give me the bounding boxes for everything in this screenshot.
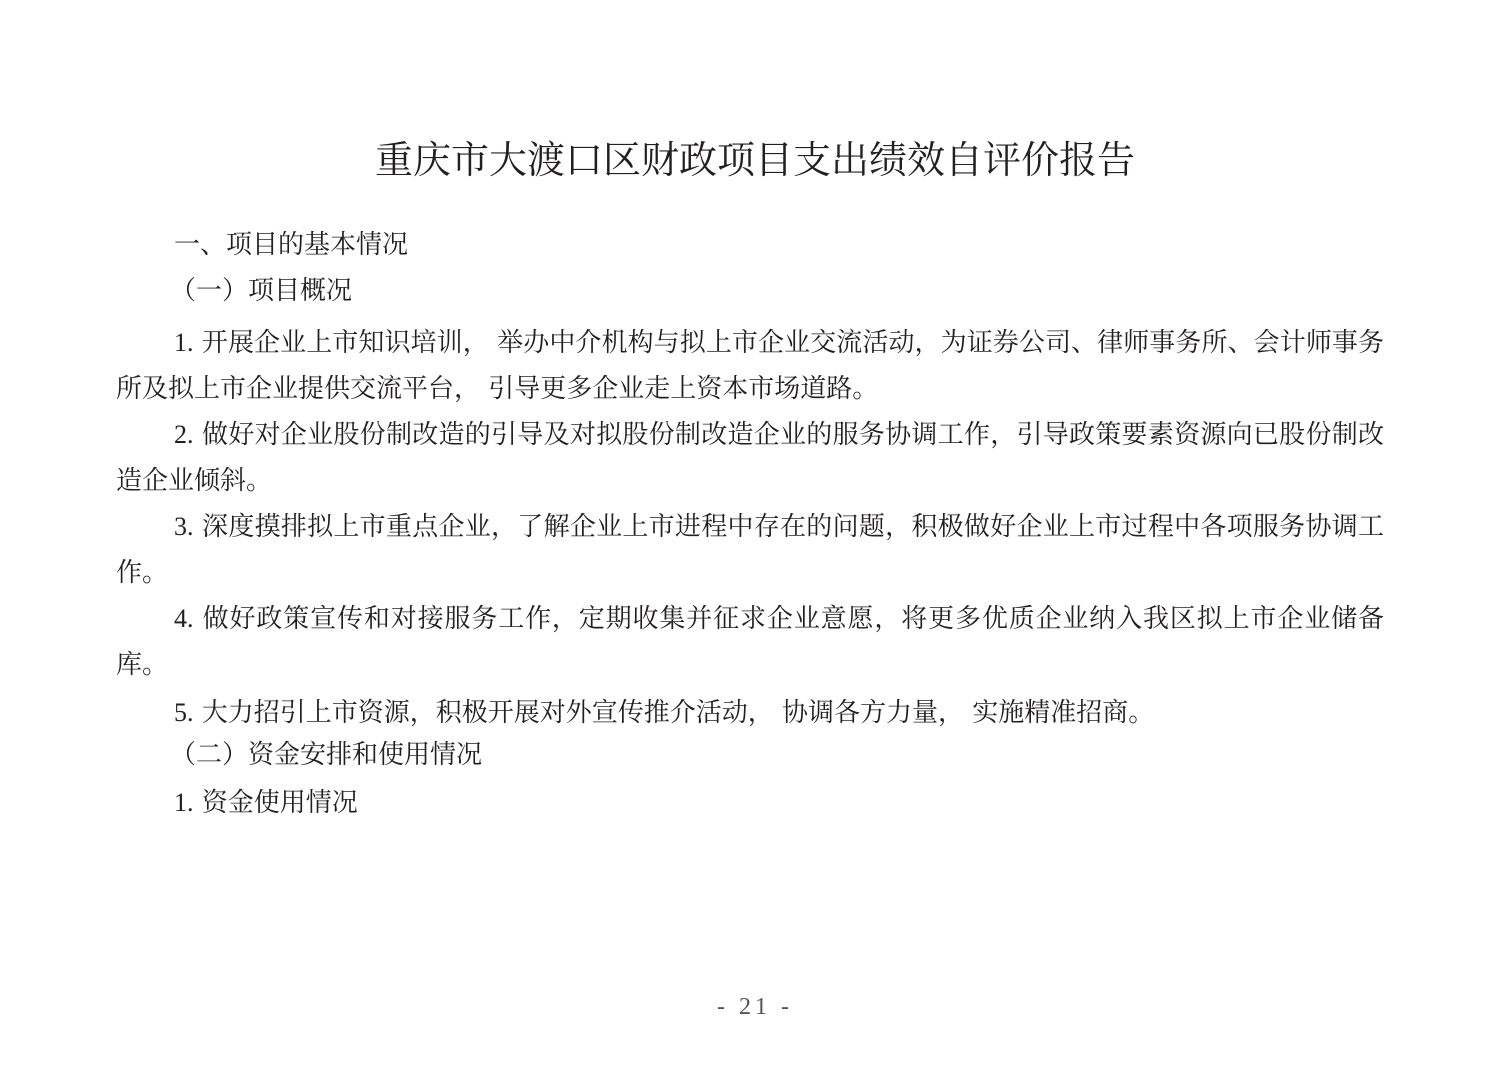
list-item [116, 412, 1384, 504]
item-text: 做好对企业股份制改造的引导及对拟股份制改造企业的服务协调工作，引导政策要素资源向已股份制改造企业倾斜。 [116, 420, 1384, 496]
item-text: 资金使用情况 [201, 788, 358, 818]
item-number: 2. [174, 420, 194, 449]
item-text: 做好政策宣传和对接服务工作，定期收集并征求企业意愿，将更多优质企业纳入我区拟上市企业储备库。 [116, 604, 1384, 680]
item-text: 大力招引上市资源，积极开展对外宣传推介活动， 协调各方力量， 实施精准招商。 [201, 698, 1155, 728]
document-title: 重庆市大渡口区财政项目支出绩效自评价报告 [374, 138, 1135, 182]
item-text: 开展企业上市知识培训， 举办中介机构与拟上市企业交流活动，为证券公司、律师事务所、会计师事务所及拟上市企业提供交流平台， 引导更多企业走上资本市场道路。 [116, 328, 1384, 404]
list-item [116, 504, 1384, 596]
item-number: 5. [174, 698, 194, 727]
item-number: 3. [174, 512, 194, 541]
item-number: 1. [174, 328, 194, 357]
list-item [116, 320, 1384, 412]
subsection-heading-project-overview: （一）项目概况 [170, 276, 353, 306]
subsection-heading-fund-arrangement: （二）资金安排和使用情况 [170, 740, 483, 770]
fund-usage-item [174, 786, 358, 820]
list-item [116, 690, 1384, 736]
page-number: - 21 - [717, 994, 793, 1020]
item-text: 深度摸排拟上市重点企业，了解企业上市进程中存在的问题，积极做好企业上市过程中各项服务协调工作。 [116, 512, 1384, 588]
section-heading-basic-info: 一、项目的基本情况 [174, 230, 409, 260]
item-number: 4. [174, 604, 194, 633]
list-item [116, 596, 1384, 688]
item-number: 1. [174, 788, 194, 817]
